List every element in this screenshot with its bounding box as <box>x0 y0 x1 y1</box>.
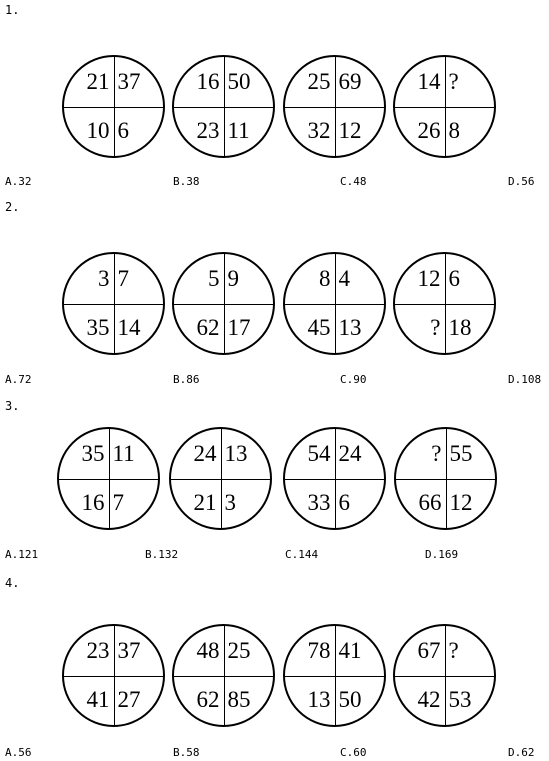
answer-option[interactable]: A.56 <box>5 746 32 759</box>
circle-cell: 12 <box>449 490 473 516</box>
answer-option[interactable]: A.32 <box>5 175 32 188</box>
circle-cell: 14 <box>117 315 141 341</box>
question-number: 3. <box>5 399 20 413</box>
circle-cell: 35 <box>81 440 105 466</box>
number-circle <box>172 624 275 727</box>
answer-option[interactable]: C.144 <box>285 548 319 561</box>
answer-option[interactable]: D.62 <box>508 746 535 759</box>
answer-option[interactable]: D.169 <box>425 548 459 561</box>
circle-cell: 53 <box>448 687 472 713</box>
circle-cell: 25 <box>307 68 331 94</box>
circle-cell: 6 <box>338 490 350 516</box>
circle-cell: 6 <box>448 265 460 291</box>
circle-cell: 8 <box>319 265 331 291</box>
number-circle <box>393 624 496 727</box>
circle-cell: 16 <box>196 68 220 94</box>
circle-cell: 67 <box>417 637 441 663</box>
circle-cell: 3 <box>98 265 110 291</box>
circle-cell: 10 <box>86 118 110 144</box>
circle-cell: 78 <box>307 637 331 663</box>
number-circle <box>283 55 386 158</box>
circle-cell: 85 <box>227 687 251 713</box>
circle-cell: 9 <box>227 265 239 291</box>
circle-cell: 24 <box>193 440 217 466</box>
circle-cell: 33 <box>307 490 331 516</box>
circle-cell: 4 <box>338 265 350 291</box>
circle-cell: 11 <box>227 118 250 144</box>
circle-cell: 66 <box>418 490 442 516</box>
circle-cell: 12 <box>417 265 441 291</box>
circle-cell: 35 <box>86 315 110 341</box>
circle-cell: 41 <box>338 637 362 663</box>
circle-cell: 21 <box>86 68 110 94</box>
circle-cell: 55 <box>449 440 473 466</box>
circle-cell: ? <box>448 68 459 94</box>
circle-cell: 26 <box>417 118 441 144</box>
number-circle <box>172 252 275 355</box>
number-circle <box>393 252 496 355</box>
circle-cell: 7 <box>112 490 124 516</box>
circle-cell: 23 <box>196 118 220 144</box>
circle-cell: 24 <box>338 440 362 466</box>
circle-cell: 3 <box>224 490 236 516</box>
question-number: 2. <box>5 200 20 214</box>
number-circle <box>57 427 160 530</box>
circle-cell: 12 <box>338 118 362 144</box>
circle-cell: 21 <box>193 490 217 516</box>
answer-option[interactable]: B.86 <box>173 373 200 386</box>
circle-cell: 62 <box>196 315 220 341</box>
answer-option[interactable]: B.58 <box>173 746 200 759</box>
answer-option[interactable]: A.72 <box>5 373 32 386</box>
circle-cell: 18 <box>448 315 472 341</box>
circle-cell: 45 <box>307 315 331 341</box>
number-circle <box>62 624 165 727</box>
circle-cell: 14 <box>417 68 441 94</box>
circle-cell: 13 <box>338 315 362 341</box>
circle-cell: 50 <box>227 68 251 94</box>
circle-cell: 69 <box>338 68 362 94</box>
answer-option[interactable]: B.132 <box>145 548 179 561</box>
number-circle <box>283 624 386 727</box>
number-circle <box>172 55 275 158</box>
circle-cell: 6 <box>117 118 129 144</box>
circle-cell: 23 <box>86 637 110 663</box>
circle-cell: 25 <box>227 637 251 663</box>
answer-option[interactable]: C.90 <box>340 373 367 386</box>
circle-cell: 11 <box>112 440 135 466</box>
circle-cell: 13 <box>224 440 248 466</box>
number-circle <box>283 252 386 355</box>
number-circle <box>283 427 386 530</box>
number-circle <box>62 55 165 158</box>
circle-cell: 48 <box>196 637 220 663</box>
answer-option[interactable]: C.48 <box>340 175 367 188</box>
answer-option[interactable]: B.38 <box>173 175 200 188</box>
answer-option[interactable]: A.121 <box>5 548 39 561</box>
circle-cell: 8 <box>448 118 460 144</box>
circle-cell: 50 <box>338 687 362 713</box>
circle-cell: ? <box>430 315 441 341</box>
number-circle <box>394 427 497 530</box>
number-circle <box>393 55 496 158</box>
circle-cell: ? <box>448 637 459 663</box>
circle-cell: 5 <box>208 265 220 291</box>
question-number: 4. <box>5 576 20 590</box>
circle-cell: ? <box>431 440 442 466</box>
number-circle <box>62 252 165 355</box>
circle-cell: 62 <box>196 687 220 713</box>
circle-cell: 54 <box>307 440 331 466</box>
number-circle <box>169 427 272 530</box>
circle-cell: 37 <box>117 637 141 663</box>
answer-option[interactable]: D.108 <box>508 373 542 386</box>
circle-cell: 42 <box>417 687 441 713</box>
circle-cell: 41 <box>86 687 110 713</box>
circle-cell: 32 <box>307 118 331 144</box>
circle-cell: 37 <box>117 68 141 94</box>
circle-cell: 16 <box>81 490 105 516</box>
circle-cell: 7 <box>117 265 129 291</box>
answer-option[interactable]: C.60 <box>340 746 367 759</box>
circle-cell: 13 <box>307 687 331 713</box>
circle-cell: 17 <box>227 315 251 341</box>
question-number: 1. <box>5 3 20 17</box>
circle-cell: 27 <box>117 687 141 713</box>
answer-option[interactable]: D.56 <box>508 175 535 188</box>
